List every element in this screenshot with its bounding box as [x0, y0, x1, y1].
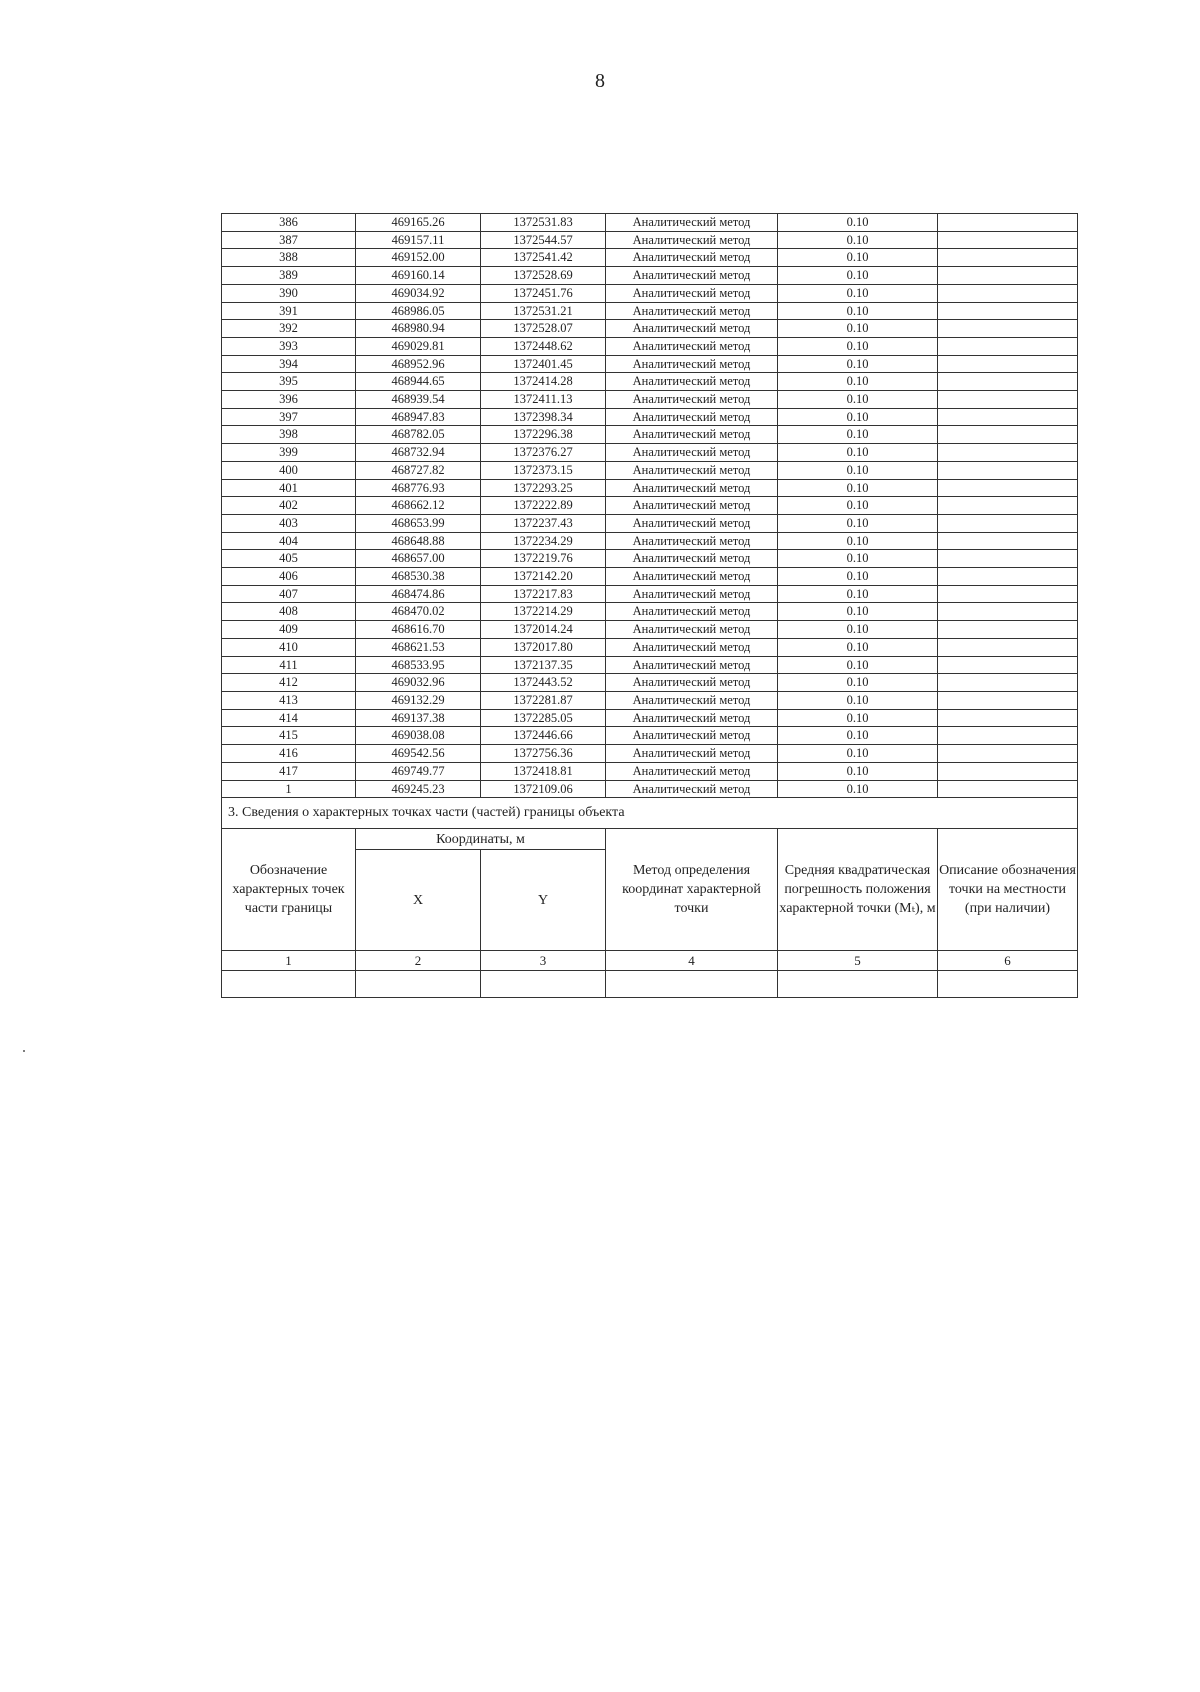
point-id-cell: 407 — [222, 585, 356, 603]
table-row — [222, 284, 1078, 302]
point-error-cell: 0.10 — [778, 302, 938, 320]
point-id-cell: 415 — [222, 727, 356, 745]
point-method-cell: Аналитический метод — [606, 214, 778, 232]
table-row — [222, 231, 1078, 249]
table-row — [222, 745, 1078, 763]
point-method-cell: Аналитический метод — [606, 479, 778, 497]
point-id-cell: 405 — [222, 550, 356, 568]
point-error-cell: 0.10 — [778, 284, 938, 302]
point-y-cell: 1372109.06 — [481, 780, 606, 798]
point-method-cell: Аналитический метод — [606, 444, 778, 462]
point-x-cell: 468782.05 — [356, 426, 481, 444]
point-x-cell: 468986.05 — [356, 302, 481, 320]
page-number: 8 — [595, 70, 605, 92]
point-y-cell: 1372017.80 — [481, 638, 606, 656]
point-description-cell — [938, 337, 1078, 355]
point-error-cell: 0.10 — [778, 727, 938, 745]
header-y: Y — [481, 850, 606, 951]
point-id-cell: 406 — [222, 568, 356, 586]
point-x-cell: 469137.38 — [356, 709, 481, 727]
column-numbers-row — [222, 951, 1078, 971]
table-row — [222, 355, 1078, 373]
point-method-cell: Аналитический метод — [606, 231, 778, 249]
empty-cell — [481, 971, 606, 998]
table-row — [222, 568, 1078, 586]
point-id-cell: 411 — [222, 656, 356, 674]
point-y-cell: 1372448.62 — [481, 337, 606, 355]
point-method-cell: Аналитический метод — [606, 373, 778, 391]
point-y-cell: 1372234.29 — [481, 532, 606, 550]
table-row — [222, 444, 1078, 462]
point-y-cell: 1372281.87 — [481, 691, 606, 709]
point-error-cell: 0.10 — [778, 267, 938, 285]
point-y-cell: 1372756.36 — [481, 745, 606, 763]
point-method-cell: Аналитический метод — [606, 709, 778, 727]
point-id-cell: 394 — [222, 355, 356, 373]
point-id-cell: 386 — [222, 214, 356, 232]
point-error-cell: 0.10 — [778, 320, 938, 338]
header-designation: Обозначение характерных точек части границы — [222, 829, 356, 951]
table-row — [222, 497, 1078, 515]
point-x-cell: 468727.82 — [356, 461, 481, 479]
table-row — [222, 762, 1078, 780]
point-description-cell — [938, 497, 1078, 515]
point-error-cell: 0.10 — [778, 621, 938, 639]
point-x-cell: 468657.00 — [356, 550, 481, 568]
point-error-cell: 0.10 — [778, 656, 938, 674]
point-y-cell: 1372296.38 — [481, 426, 606, 444]
point-method-cell: Аналитический метод — [606, 514, 778, 532]
point-id-cell: 393 — [222, 337, 356, 355]
point-x-cell: 468530.38 — [356, 568, 481, 586]
point-description-cell — [938, 408, 1078, 426]
point-description-cell — [938, 550, 1078, 568]
point-error-cell: 0.10 — [778, 568, 938, 586]
point-id-cell: 397 — [222, 408, 356, 426]
table-row — [222, 656, 1078, 674]
point-description-cell — [938, 514, 1078, 532]
point-method-cell: Аналитический метод — [606, 426, 778, 444]
point-y-cell: 1372446.66 — [481, 727, 606, 745]
point-error-cell: 0.10 — [778, 514, 938, 532]
point-x-cell: 469749.77 — [356, 762, 481, 780]
point-method-cell: Аналитический метод — [606, 745, 778, 763]
point-x-cell: 469132.29 — [356, 691, 481, 709]
point-method-cell: Аналитический метод — [606, 284, 778, 302]
point-error-cell: 0.10 — [778, 461, 938, 479]
point-x-cell: 468653.99 — [356, 514, 481, 532]
point-description-cell — [938, 674, 1078, 692]
point-method-cell: Аналитический метод — [606, 568, 778, 586]
point-id-cell: 409 — [222, 621, 356, 639]
point-y-cell: 1372531.83 — [481, 214, 606, 232]
point-error-cell: 0.10 — [778, 231, 938, 249]
point-error-cell: 0.10 — [778, 355, 938, 373]
point-y-cell: 1372411.13 — [481, 391, 606, 409]
point-x-cell: 468980.94 — [356, 320, 481, 338]
point-id-cell: 390 — [222, 284, 356, 302]
point-description-cell — [938, 638, 1078, 656]
point-description-cell — [938, 762, 1078, 780]
point-y-cell: 1372443.52 — [481, 674, 606, 692]
points-table-body — [222, 214, 1078, 798]
point-method-cell: Аналитический метод — [606, 391, 778, 409]
point-method-cell: Аналитический метод — [606, 497, 778, 515]
point-description-cell — [938, 355, 1078, 373]
point-error-cell: 0.10 — [778, 373, 938, 391]
point-id-cell: 389 — [222, 267, 356, 285]
point-id-cell: 395 — [222, 373, 356, 391]
header-x: X — [356, 850, 481, 951]
point-y-cell: 1372418.81 — [481, 762, 606, 780]
point-x-cell: 468944.65 — [356, 373, 481, 391]
point-error-cell: 0.10 — [778, 391, 938, 409]
point-y-cell: 1372014.24 — [481, 621, 606, 639]
point-id-cell: 403 — [222, 514, 356, 532]
point-description-cell — [938, 249, 1078, 267]
table-row — [222, 337, 1078, 355]
point-id-cell: 1 — [222, 780, 356, 798]
point-method-cell: Аналитический метод — [606, 603, 778, 621]
point-error-cell: 0.10 — [778, 337, 938, 355]
empty-cell — [356, 971, 481, 998]
table-row — [222, 780, 1078, 798]
point-method-cell: Аналитический метод — [606, 762, 778, 780]
point-x-cell: 468947.83 — [356, 408, 481, 426]
column-number: 1 — [222, 951, 356, 971]
point-id-cell: 396 — [222, 391, 356, 409]
table-row — [222, 391, 1078, 409]
point-id-cell: 402 — [222, 497, 356, 515]
point-error-cell: 0.10 — [778, 780, 938, 798]
point-x-cell: 468470.02 — [356, 603, 481, 621]
table-row — [222, 550, 1078, 568]
point-y-cell: 1372376.27 — [481, 444, 606, 462]
scan-artifact-dot — [23, 1050, 25, 1052]
point-method-cell: Аналитический метод — [606, 656, 778, 674]
point-y-cell: 1372528.07 — [481, 320, 606, 338]
empty-cell — [606, 971, 778, 998]
point-y-cell: 1372373.15 — [481, 461, 606, 479]
table-row — [222, 532, 1078, 550]
point-x-cell: 469157.11 — [356, 231, 481, 249]
point-method-cell: Аналитический метод — [606, 585, 778, 603]
table-row — [222, 674, 1078, 692]
point-method-cell: Аналитический метод — [606, 621, 778, 639]
header-error: Средняя квадратическая погрешность положения характерной точки (Mₜ), м — [778, 829, 938, 951]
point-method-cell: Аналитический метод — [606, 638, 778, 656]
section3-block — [222, 798, 1078, 998]
point-description-cell — [938, 621, 1078, 639]
point-y-cell: 1372451.76 — [481, 284, 606, 302]
point-error-cell: 0.10 — [778, 603, 938, 621]
table-row — [222, 603, 1078, 621]
point-x-cell: 468616.70 — [356, 621, 481, 639]
point-method-cell: Аналитический метод — [606, 532, 778, 550]
point-x-cell: 469038.08 — [356, 727, 481, 745]
column-number: 2 — [356, 951, 481, 971]
point-x-cell: 469245.23 — [356, 780, 481, 798]
section3-header-row — [222, 829, 1078, 850]
header-method: Метод определения координат характерной точки — [606, 829, 778, 951]
point-error-cell: 0.10 — [778, 444, 938, 462]
point-error-cell: 0.10 — [778, 532, 938, 550]
point-description-cell — [938, 461, 1078, 479]
point-description-cell — [938, 691, 1078, 709]
point-id-cell: 410 — [222, 638, 356, 656]
table-row — [222, 214, 1078, 232]
point-description-cell — [938, 585, 1078, 603]
point-error-cell: 0.10 — [778, 550, 938, 568]
point-method-cell: Аналитический метод — [606, 408, 778, 426]
table-row — [222, 373, 1078, 391]
point-error-cell: 0.10 — [778, 745, 938, 763]
empty-cell — [222, 971, 356, 998]
point-x-cell: 468662.12 — [356, 497, 481, 515]
point-x-cell: 468952.96 — [356, 355, 481, 373]
point-description-cell — [938, 391, 1078, 409]
table-row — [222, 426, 1078, 444]
point-error-cell: 0.10 — [778, 691, 938, 709]
point-description-cell — [938, 568, 1078, 586]
point-error-cell: 0.10 — [778, 214, 938, 232]
point-description-cell — [938, 267, 1078, 285]
point-id-cell: 408 — [222, 603, 356, 621]
point-x-cell: 469160.14 — [356, 267, 481, 285]
point-x-cell: 468621.53 — [356, 638, 481, 656]
table-row — [222, 320, 1078, 338]
table-row — [222, 638, 1078, 656]
point-error-cell: 0.10 — [778, 674, 938, 692]
table-row — [222, 585, 1078, 603]
point-error-cell: 0.10 — [778, 426, 938, 444]
point-id-cell: 401 — [222, 479, 356, 497]
table-row — [222, 479, 1078, 497]
point-y-cell: 1372528.69 — [481, 267, 606, 285]
section3-title: 3. Сведения о характерных точках части (частей) границы объекта — [222, 798, 1078, 829]
point-error-cell: 0.10 — [778, 762, 938, 780]
point-error-cell: 0.10 — [778, 497, 938, 515]
point-y-cell: 1372541.42 — [481, 249, 606, 267]
point-x-cell: 468648.88 — [356, 532, 481, 550]
section3-title-row — [222, 798, 1078, 829]
coordinates-table — [221, 213, 1078, 998]
point-description-cell — [938, 532, 1078, 550]
point-description-cell — [938, 444, 1078, 462]
point-y-cell: 1372217.83 — [481, 585, 606, 603]
point-x-cell: 468474.86 — [356, 585, 481, 603]
point-y-cell: 1372222.89 — [481, 497, 606, 515]
point-description-cell — [938, 656, 1078, 674]
point-x-cell: 469542.56 — [356, 745, 481, 763]
point-error-cell: 0.10 — [778, 638, 938, 656]
point-y-cell: 1372219.76 — [481, 550, 606, 568]
point-id-cell: 416 — [222, 745, 356, 763]
point-method-cell: Аналитический метод — [606, 550, 778, 568]
column-number: 4 — [606, 951, 778, 971]
point-x-cell: 468533.95 — [356, 656, 481, 674]
point-x-cell: 469152.00 — [356, 249, 481, 267]
point-y-cell: 1372293.25 — [481, 479, 606, 497]
point-error-cell: 0.10 — [778, 408, 938, 426]
header-coordinates: Координаты, м — [356, 829, 606, 850]
point-method-cell: Аналитический метод — [606, 727, 778, 745]
point-description-cell — [938, 214, 1078, 232]
point-description-cell — [938, 709, 1078, 727]
point-id-cell: 417 — [222, 762, 356, 780]
point-y-cell: 1372285.05 — [481, 709, 606, 727]
table-row — [222, 691, 1078, 709]
point-x-cell: 468732.94 — [356, 444, 481, 462]
point-y-cell: 1372398.34 — [481, 408, 606, 426]
point-method-cell: Аналитический метод — [606, 674, 778, 692]
point-description-cell — [938, 727, 1078, 745]
empty-cell — [778, 971, 938, 998]
column-number: 5 — [778, 951, 938, 971]
empty-row — [222, 971, 1078, 998]
column-number: 3 — [481, 951, 606, 971]
point-method-cell: Аналитический метод — [606, 249, 778, 267]
point-description-cell — [938, 231, 1078, 249]
point-id-cell: 399 — [222, 444, 356, 462]
point-description-cell — [938, 320, 1078, 338]
point-method-cell: Аналитический метод — [606, 355, 778, 373]
point-error-cell: 0.10 — [778, 249, 938, 267]
point-id-cell: 413 — [222, 691, 356, 709]
point-y-cell: 1372531.21 — [481, 302, 606, 320]
point-error-cell: 0.10 — [778, 585, 938, 603]
point-id-cell: 387 — [222, 231, 356, 249]
point-x-cell: 468939.54 — [356, 391, 481, 409]
point-method-cell: Аналитический метод — [606, 691, 778, 709]
point-description-cell — [938, 603, 1078, 621]
point-y-cell: 1372214.29 — [481, 603, 606, 621]
point-method-cell: Аналитический метод — [606, 461, 778, 479]
point-error-cell: 0.10 — [778, 479, 938, 497]
point-method-cell: Аналитический метод — [606, 337, 778, 355]
table-row — [222, 249, 1078, 267]
point-y-cell: 1372237.43 — [481, 514, 606, 532]
table-row — [222, 267, 1078, 285]
point-y-cell: 1372401.45 — [481, 355, 606, 373]
point-x-cell: 469029.81 — [356, 337, 481, 355]
point-id-cell: 414 — [222, 709, 356, 727]
point-id-cell: 404 — [222, 532, 356, 550]
point-description-cell — [938, 780, 1078, 798]
point-method-cell: Аналитический метод — [606, 780, 778, 798]
point-method-cell: Аналитический метод — [606, 267, 778, 285]
point-y-cell: 1372142.20 — [481, 568, 606, 586]
table-row — [222, 727, 1078, 745]
point-description-cell — [938, 284, 1078, 302]
point-description-cell — [938, 479, 1078, 497]
table-row — [222, 514, 1078, 532]
table-row — [222, 302, 1078, 320]
point-description-cell — [938, 745, 1078, 763]
empty-cell — [938, 971, 1078, 998]
point-x-cell: 469034.92 — [356, 284, 481, 302]
table-row — [222, 621, 1078, 639]
point-y-cell: 1372544.57 — [481, 231, 606, 249]
point-error-cell: 0.10 — [778, 709, 938, 727]
point-description-cell — [938, 426, 1078, 444]
table-row — [222, 461, 1078, 479]
table-row — [222, 408, 1078, 426]
point-id-cell: 398 — [222, 426, 356, 444]
point-id-cell: 392 — [222, 320, 356, 338]
header-description: Описание обозначения точки на местности (при наличии) — [938, 829, 1078, 951]
point-y-cell: 1372414.28 — [481, 373, 606, 391]
point-description-cell — [938, 373, 1078, 391]
point-method-cell: Аналитический метод — [606, 320, 778, 338]
point-method-cell: Аналитический метод — [606, 302, 778, 320]
point-id-cell: 400 — [222, 461, 356, 479]
table-row — [222, 709, 1078, 727]
point-id-cell: 412 — [222, 674, 356, 692]
point-x-cell: 469032.96 — [356, 674, 481, 692]
point-description-cell — [938, 302, 1078, 320]
point-x-cell: 469165.26 — [356, 214, 481, 232]
point-x-cell: 468776.93 — [356, 479, 481, 497]
point-id-cell: 388 — [222, 249, 356, 267]
column-number: 6 — [938, 951, 1078, 971]
point-y-cell: 1372137.35 — [481, 656, 606, 674]
point-id-cell: 391 — [222, 302, 356, 320]
